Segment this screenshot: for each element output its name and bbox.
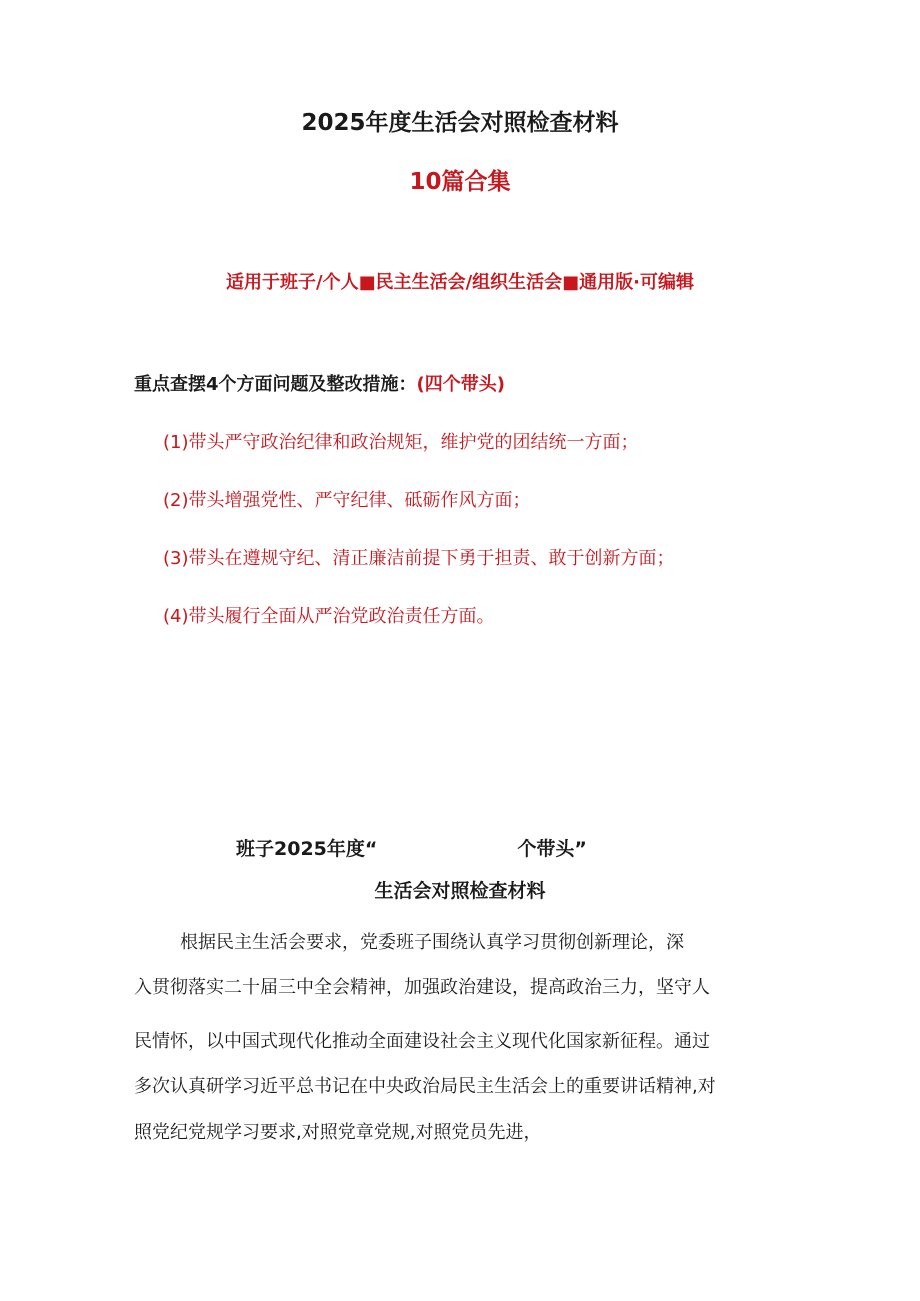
body-line-5: 照党纪党规学习要求,对照党章党规,对照党员先进， [134, 1122, 542, 1143]
body-line-2: 入贯彻落实二十届三中全会精神，加强政治建设，提高政治三力，坚守人 [134, 977, 710, 998]
section-title-right: 个带头” [517, 838, 587, 860]
body-line-4: 多次认真研学习近平总书记在中央政治局民主生活会上的重要讲话精神,对 [134, 1076, 716, 1097]
document-title: 2025年度生活会对照检查材料 [301, 110, 619, 136]
section-subtitle: 生活会对照检查材料 [374, 880, 546, 902]
document-subtitle: 10篇合集 [409, 169, 511, 195]
aspect-item-4: (4)带头履行全面从严治党政治责任方面。 [163, 606, 495, 627]
applicability-note: 适用于班子/个人■民主生活会/组织生活会■通用版·可编辑 [226, 272, 694, 293]
focus-heading-highlight: (四个带头) [416, 374, 505, 395]
section-title [236, 834, 587, 861]
aspect-item-3: (3)带头在遵规守纪、清正廉洁前提下勇于担责、敢于创新方面； [163, 548, 675, 569]
focus-heading-text: 重点查摆4个方面问题及整改措施： [134, 374, 417, 395]
aspect-item-1: (1)带头严守政治纪律和政治规矩，维护党的团结统一方面； [163, 432, 639, 453]
section-title-left: 班子2025年度“ [236, 838, 378, 860]
body-line-3: 民情怀，以中国式现代化推动全面建设社会主义现代化国家新征程。通过 [134, 1031, 710, 1052]
focus-heading [134, 370, 505, 396]
body-line-1: 根据民主生活会要求，党委班子围绕认真学习贯彻创新理论，深 [180, 932, 684, 953]
aspect-item-2: (2)带头增强党性、严守纪律、砥砺作风方面； [163, 490, 531, 511]
